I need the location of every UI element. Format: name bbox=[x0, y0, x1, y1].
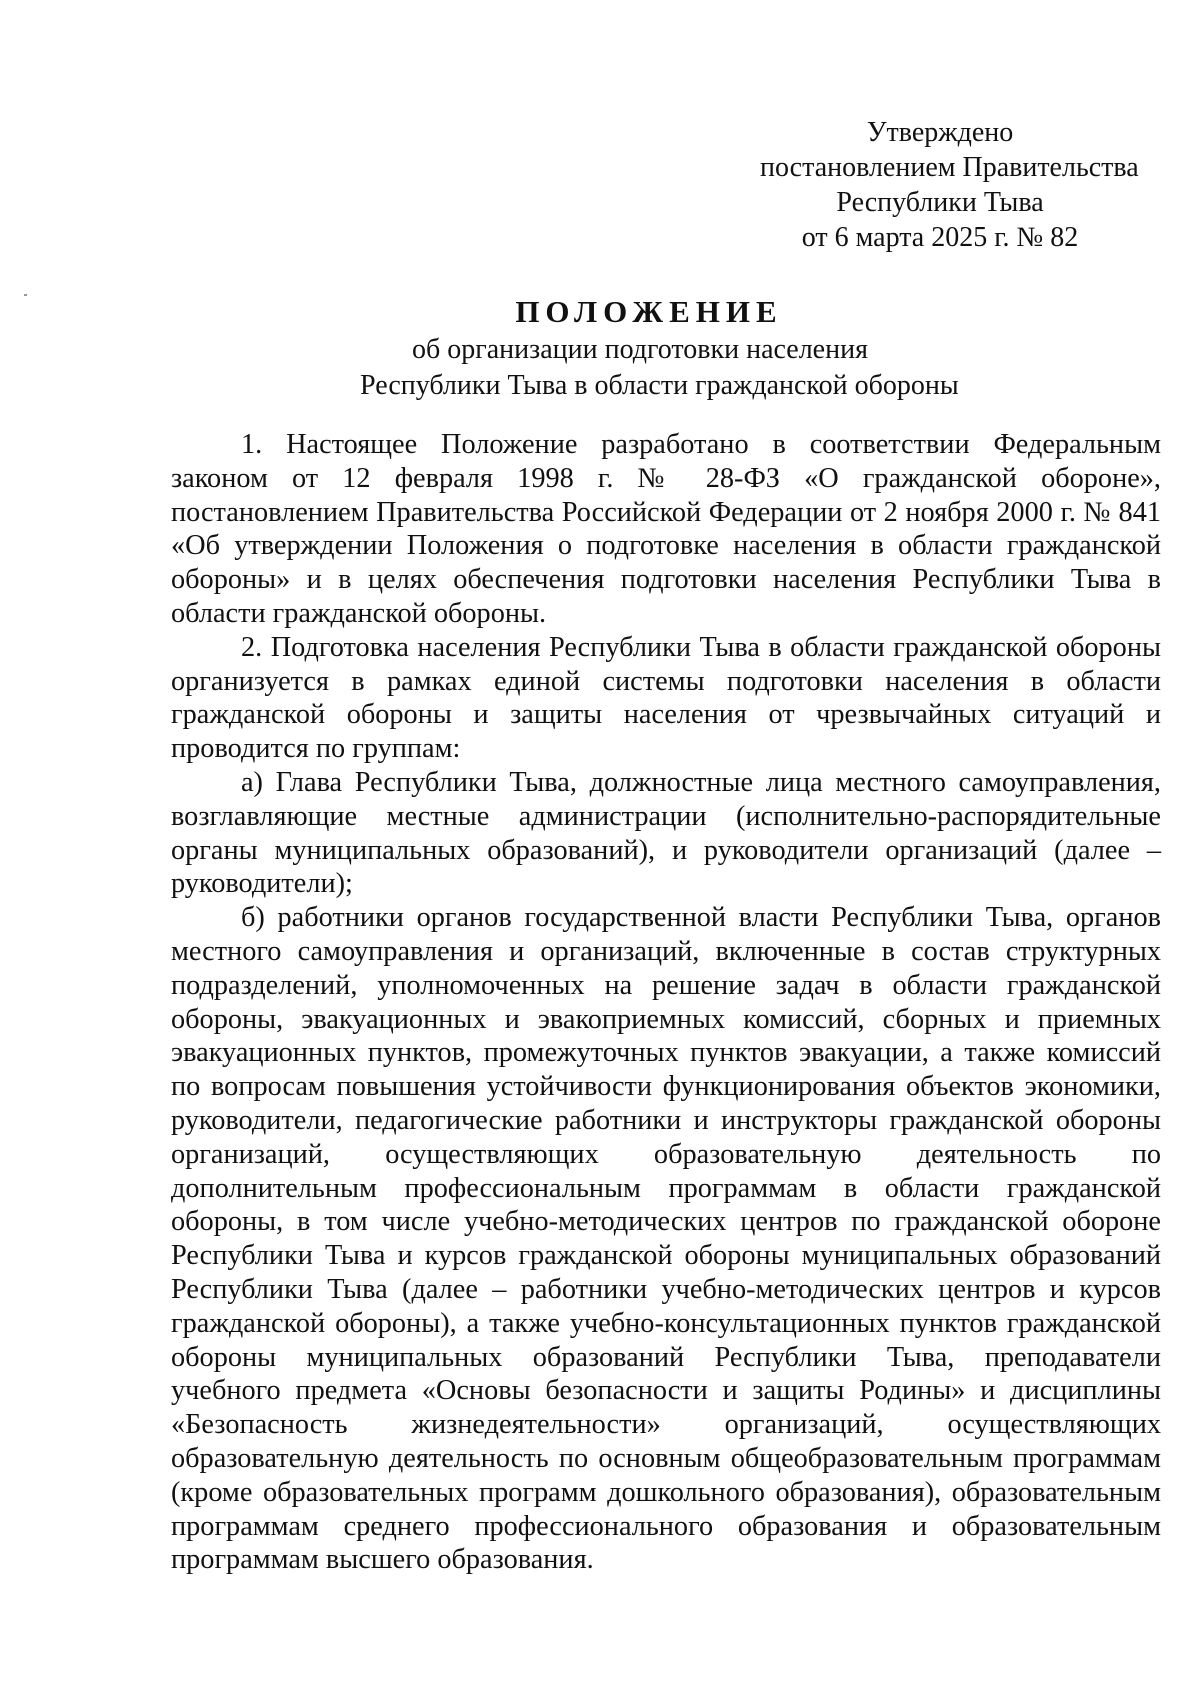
approval-line-republic: Республики Тыва bbox=[836, 187, 1044, 218]
document-subtitle-line-1: об организации подготовки населения bbox=[412, 334, 868, 365]
paragraph-1: 1. Настоящее Положение разработано в соответствии Федеральным законом от 12 февраля 1998 г. № 28-ФЗ «О гражданской обороне», постановлением Правительства Российской Федерации от 2 ноября 2000 г. № 841 «Об утверждении Положения о подготовке населения в области гражданской обороны» и в целях обеспечения подготовки населения Республики Тыва в области гражданской обороны. bbox=[171, 429, 1161, 629]
document-body bbox=[171, 428, 1161, 1577]
approval-line-approved: Утверждено bbox=[866, 117, 1014, 148]
scan-artifact-mark bbox=[24, 294, 27, 296]
document-subtitle-line-2: Республики Тыва в области гражданской обороны bbox=[360, 370, 959, 401]
document-title: ПОЛОЖЕНИЕ bbox=[515, 294, 783, 329]
paragraph-2b: б) работники органов государственной власти Республики Тыва, органов местного самоуправления и организаций, включенные в состав структурных подразделений, уполномоченных на решение задач в области гражданской обороны, эвакуационных и эвакоприемных комиссий, сборных и приемных эвакуационных пунктов, промежуточных пунктов эвакуации, а также комиссий по вопросам повышения устойчивости функционирования объектов экономики, руководители, педагогические работники и инструкторы гражданской обороны организаций, осуществляющих образовательную деятельность по дополнительным профессиональным программам в области гражданской обороны, в том числе учебно-методических центров по гражданской обороне Республики Тыва и курсов гражданской обороны муниципальных образований Республики Тыва (далее – работники учебно-методических центров и курсов гражданской обороны), а также учебно-консультационных пунктов гражданской обороны муниципальных образований Республики Тыва, преподаватели учебного предмета «Основы безопасности и защиты Родины» и дисциплины «Безопасность жизнедеятельности» организаций, осуществляющих образовательную деятельность по основным общеобразовательным программам (кроме образовательных программ дошкольного образования), образовательным программам среднего профессионального образования и образовательным программам высшего образования. bbox=[171, 902, 1161, 1576]
paragraph-2: 2. Подготовка населения Республики Тыва в области гражданской обороны организуется в рамках единой системы подготовки населения в области гражданской обороны и защиты населения от чрезвычайных ситуаций и проводится по группам: bbox=[171, 631, 1161, 765]
approval-line-resolution: постановлением Правительства bbox=[760, 152, 1139, 183]
paragraph-2a: а) Глава Республики Тыва, должностные лица местного самоуправления, возглавляющие местные администрации (исполнительно-распорядительные органы муниципальных образований), и руководители организаций (далее – руководители); bbox=[171, 766, 1161, 900]
approval-line-date-number: от 6 марта 2025 г. № 82 bbox=[801, 222, 1079, 253]
approval-stamp bbox=[760, 115, 1139, 255]
document-title-block bbox=[360, 293, 959, 404]
